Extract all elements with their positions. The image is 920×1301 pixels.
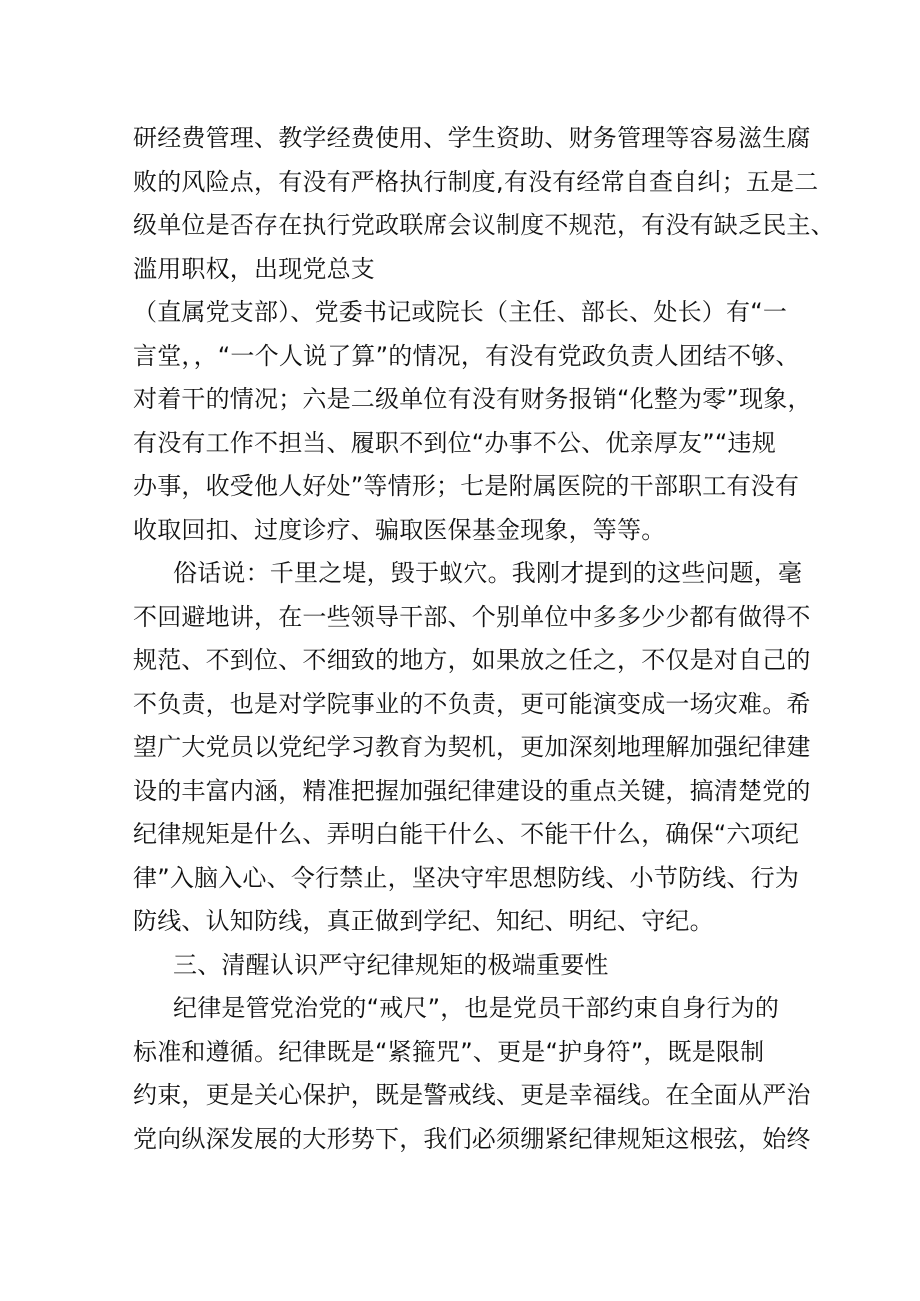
text-line: 滥用职权，出现党总支 [133, 254, 375, 283]
text-line: 办事，收受他人好处”等情形；七是附属医院的干部职工有没有 [133, 472, 800, 500]
text-line: 纪律规矩是什么、弄明白能干什么、不能干什么，确保“六项纪 [133, 820, 800, 848]
text-line: 不回避地讲，在一些领导干部、个别单位中多多少少都有做得不 [133, 602, 811, 631]
text-line: 望广大党员以党纪学习教育为契机，更加深刻地理解加强纪律建 [133, 733, 811, 761]
text-line: （直属党支部）、党委书记或院长（主任、部长、处长）有“一 [133, 298, 788, 326]
body-text [133, 117, 835, 1161]
paragraph-start-line: 纪律是管党治党的“戒尺”，也是党员干部约束自身行为的 [173, 994, 780, 1022]
text-line: 研经费管理、教学经费使用、学生资助、财务管理等容易滋生腐 [133, 124, 811, 152]
text-line: 收取回扣、过度诊疗、骗取医保基金现象，等等。 [133, 515, 666, 544]
text-line: 党向纵深发展的大形势下，我们必须绷紧纪律规矩这根弦，始终 [133, 1124, 811, 1153]
text-line: 言堂，，“一个人说了算”的情况，有没有党政负责人团结不够、 [133, 341, 800, 370]
text-line: 设的丰富内涵，精准把握加强纪律建设的重点关键，搞清楚党的 [133, 776, 811, 805]
text-line: 防线、认知防线，真正做到学纪、知纪、明纪、守纪。 [133, 907, 714, 935]
text-line: 级单位是否存在执行党政联席会议制度不规范，有没有缺乏民主、 [133, 211, 835, 239]
text-line: 标准和遵循。纪律既是“紧箍咒”、更是“护身符”，既是限制 [133, 1037, 765, 1066]
text-line: 规范、不到位、不细致的地方，如果放之任之，不仅是对自己的 [133, 646, 811, 674]
paragraph-start-line: 俗话说：千里之堤，毁于蚁穴。我刚才提到的这些问题，毫 [173, 559, 803, 587]
text-line: 对着干的情况；六是二级单位有没有财务报销“化整为零”现象， [133, 385, 812, 413]
section-heading: 三、清醒认识严守纪律规矩的极端重要性 [173, 950, 609, 979]
text-line: 有没有工作不担当、履职不到位“办事不公、优亲厚友”“违规 [133, 428, 776, 457]
text-line: 败的风险点，有没有严格执行制度,有没有经常自查自纠；五是二 [133, 167, 819, 196]
text-line: 律”入脑入心、令行禁止，坚决守牢思想防线、小节防线、行为 [133, 863, 800, 892]
text-line: 约束，更是关心保护，既是警戒线、更是幸福线。在全面从严治 [133, 1081, 811, 1109]
text-line: 不负责，也是对学院事业的不负责，更可能演变成一场灾难。希 [133, 689, 811, 718]
